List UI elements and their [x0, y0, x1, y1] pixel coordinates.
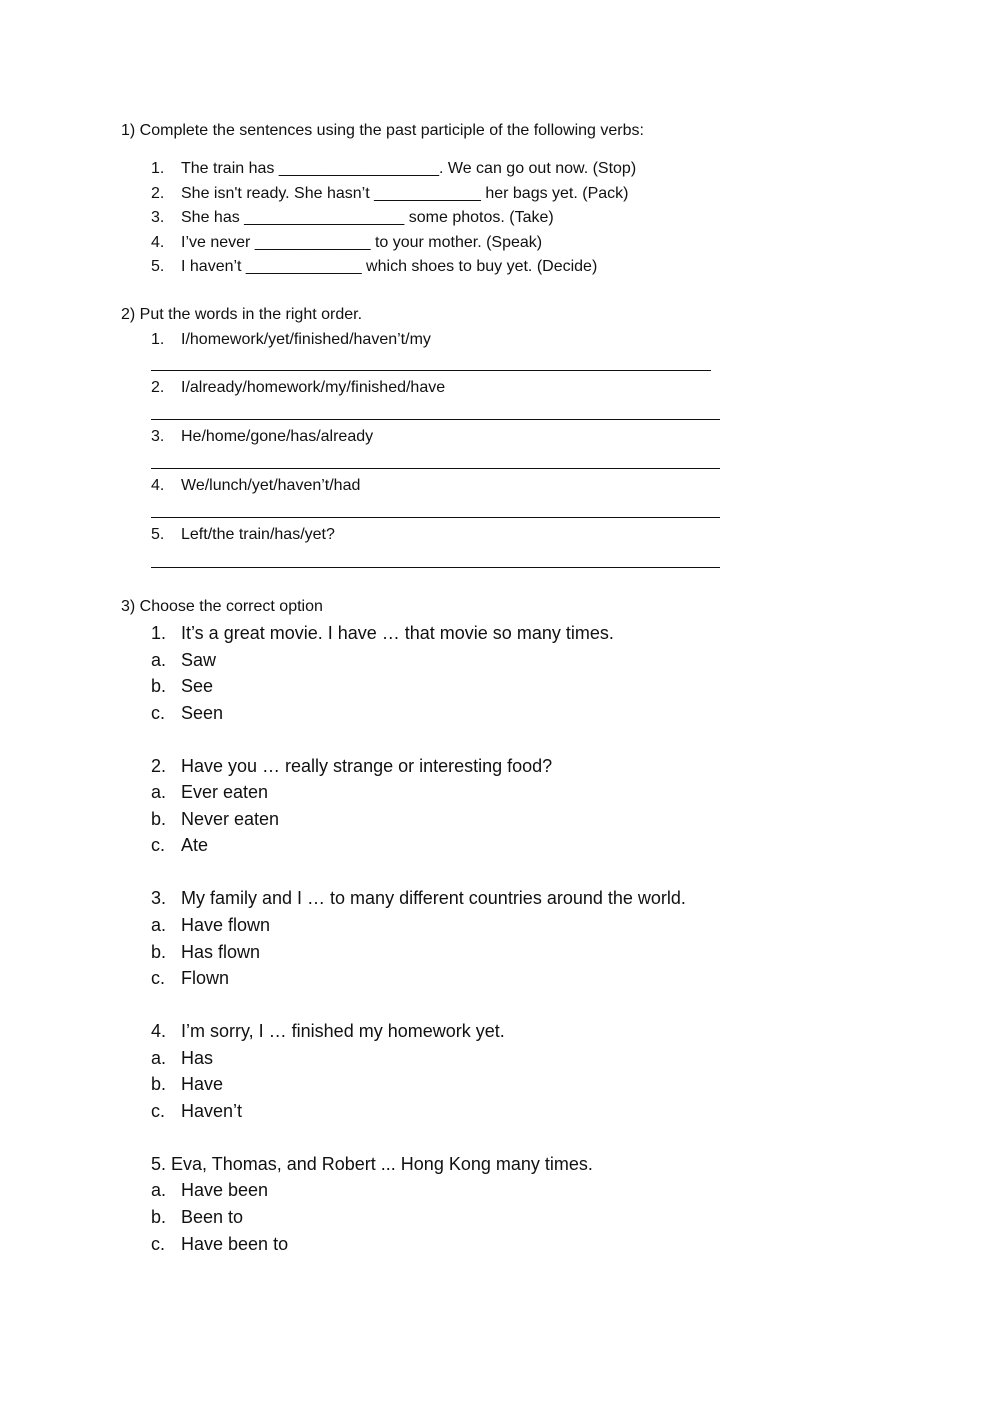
item-text: We/lunch/yet/haven’t/had — [181, 477, 361, 494]
item-number: 5. — [151, 258, 165, 275]
option-letter: b. — [151, 942, 167, 962]
option-letter: a. — [151, 1180, 167, 1200]
option-text[interactable]: Haven’t — [181, 1101, 243, 1121]
option-text[interactable]: Have — [181, 1074, 224, 1094]
item-number: 2. — [151, 379, 165, 396]
option-text[interactable]: Saw — [181, 650, 217, 670]
option-text[interactable]: Has flown — [181, 942, 261, 962]
question-text: Have you … really strange or interesting food? — [181, 756, 553, 776]
question-number: 4. — [151, 1021, 167, 1041]
option-letter: c. — [151, 835, 166, 855]
option-text[interactable]: Has — [181, 1048, 214, 1068]
answer-line[interactable] — [151, 517, 720, 518]
item-number: 3. — [151, 428, 165, 445]
item-text: The train has __________________. We can go out now. (Stop) — [181, 160, 637, 177]
option-text[interactable]: Never eaten — [181, 809, 280, 829]
option-letter: a. — [151, 650, 167, 670]
option-letter: a. — [151, 1048, 167, 1068]
item-text: I/already/homework/my/finished/have — [181, 379, 446, 396]
answer-line[interactable] — [151, 370, 711, 371]
item-number: 4. — [151, 477, 165, 494]
option-text[interactable]: Have been to — [181, 1234, 289, 1254]
item-text: She isn't ready. She hasn’t ____________ her bags yet. (Pack) — [181, 185, 629, 202]
option-text[interactable]: Have been — [181, 1180, 269, 1200]
answer-line[interactable] — [151, 419, 720, 420]
item-text: He/home/gone/has/already — [181, 428, 374, 445]
option-text[interactable]: Flown — [181, 968, 230, 988]
option-text[interactable]: Been to — [181, 1207, 244, 1227]
option-letter: b. — [151, 1207, 167, 1227]
question-number: 2. — [151, 756, 167, 776]
section3-title: 3) Choose the correct option — [121, 598, 323, 615]
option-letter: b. — [151, 1074, 167, 1094]
option-letter: b. — [151, 676, 167, 696]
item-text: I/homework/yet/finished/haven’t/my — [181, 331, 431, 348]
option-letter: c. — [151, 1101, 166, 1121]
option-text[interactable]: See — [181, 676, 214, 696]
item-text: She has __________________ some photos. (Take) — [181, 209, 554, 226]
option-text[interactable]: Seen — [181, 703, 224, 723]
item-number: 1. — [151, 331, 165, 348]
item-number: 2. — [151, 185, 165, 202]
item-text: Left/the train/has/yet? — [181, 526, 335, 543]
option-letter: a. — [151, 782, 167, 802]
question-number: 3. — [151, 888, 167, 908]
question-text: My family and I … to many different countries around the world. — [181, 888, 686, 908]
option-text[interactable]: Ate — [181, 835, 209, 855]
option-letter: c. — [151, 703, 166, 723]
option-letter: c. — [151, 968, 166, 988]
section1-title: 1) Complete the sentences using the past participle of the following verbs: — [121, 122, 644, 139]
question-text: 5. Eva, Thomas, and Robert ... Hong Kong many times. — [151, 1154, 593, 1174]
option-text[interactable]: Ever eaten — [181, 782, 269, 802]
item-number: 1. — [151, 160, 165, 177]
question-text: It’s a great movie. I have … that movie so many times. — [181, 623, 614, 643]
item-number: 3. — [151, 209, 165, 226]
item-text: I haven’t _____________ which shoes to buy yet. (Decide) — [181, 258, 598, 275]
section2-title: 2) Put the words in the right order. — [121, 306, 363, 323]
question-text: I’m sorry, I … finished my homework yet. — [181, 1021, 505, 1041]
item-text: I’ve never _____________ to your mother. (Speak) — [181, 234, 543, 251]
option-letter: c. — [151, 1234, 166, 1254]
option-text[interactable]: Have flown — [181, 915, 271, 935]
question-number: 1. — [151, 623, 167, 643]
option-letter: a. — [151, 915, 167, 935]
answer-line[interactable] — [151, 468, 720, 469]
answer-line[interactable] — [151, 567, 720, 568]
item-number: 4. — [151, 234, 165, 251]
item-number: 5. — [151, 526, 165, 543]
option-letter: b. — [151, 809, 167, 829]
